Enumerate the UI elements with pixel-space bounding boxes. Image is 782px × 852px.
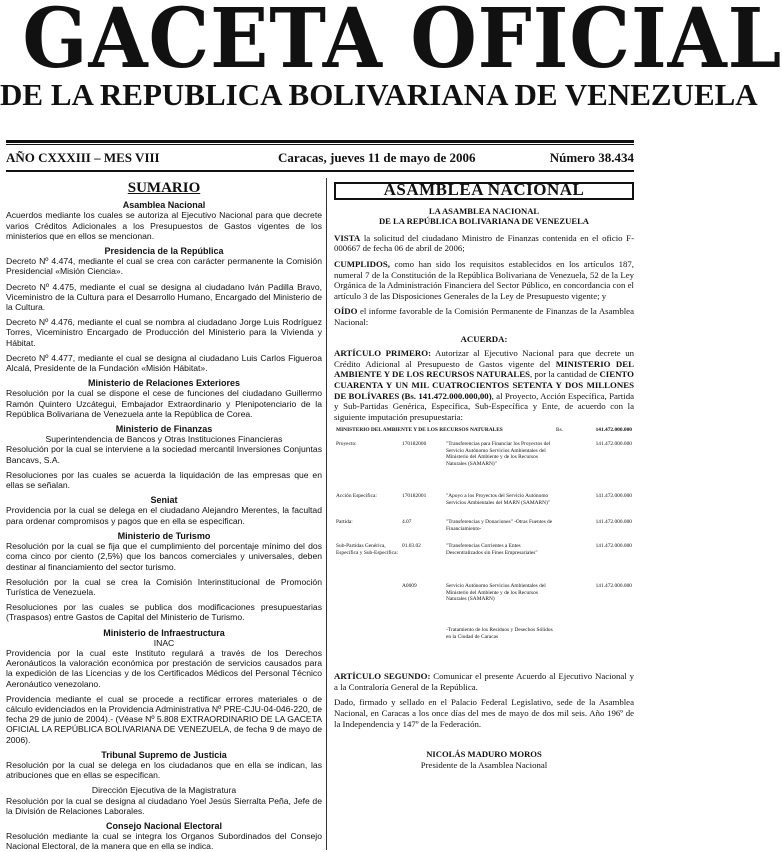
masthead-title: GACETA OFICIAL [22,0,782,87]
articulo-primero [334,348,634,422]
sumario-item[interactable]: Providencia por la cual se delega en el ciudadano Alejandro Merentes, la facultad para ordenar compromisos y pagos que en ella se especifican. [6,505,322,526]
art1-amount: CIENTO CUARENTA Y UN MIL CUATROCIENTOS SETENTA Y DOS MILLONES DE BOLÍVARES (Bs. 141.472.000.000,00) [334,369,634,401]
sumario-item[interactable]: Resolución por la cual se dispone el cese de funciones del ciudadano Guillermo Ramón Quintero Uzcátegui, Embajador Extraordinario y Plenipotenciario de la República Bolivariana de Venezuela ante la República de Corea. [6,388,322,419]
budget-table [334,427,634,665]
budget-currency: Bs. [556,427,564,434]
budget-row-amount: 141.472.000.000 [595,519,632,526]
art1-text-c: , por la cantidad de [530,369,600,380]
cumplidos-paragraph [334,259,634,301]
budget-row-amount: 141.472.000.000 [595,543,632,550]
sumario-item[interactable]: Decreto Nº 4.477, mediante el cual se designa al ciudadano Luis Carlos Figueroa Alcalá, Presidente de la Fundación «Misión Hábitat». [6,352,322,374]
budget-row-code: 4.07 [402,519,412,526]
budget-row-label: Sub-Partidas Genérica, Específica y Sub-Específica: [336,543,398,556]
sumario-section-heading: Dirección Ejecutiva de la Magistratura [91,785,237,796]
asamblea-header-2: DE LA REPÚBLICA BOLIVARIANA DE VENEZUELA [378,216,590,227]
sumario-item[interactable]: Resolución por la cual se crea la Comisión Interinstitucional de Promoción Turística de Venezuela. [6,576,322,597]
sumario-item[interactable]: Resolución por la cual se interviene a la sociedad mercantil Inversiones Conjuntas Bancavs, S.A. [6,444,322,465]
sumario-item[interactable]: Providencia por la cual este Instituto regulará a través de los Derechos Aeronáuticos la valoración económica por prestación de servicios causados para la expedición de las Licencias y de los Certificados Médicos del Personal Técnico Aeronáutico venezolano. [6,647,322,689]
budget-row-description: -Tratamiento de los Residuos y Desechos Sólidos en la Ciudad de Caracas [446,627,553,640]
sumario-section-heading: Ministerio de Turismo [117,530,211,541]
cumplidos-lead: CUMPLIDOS, [334,258,390,269]
articulo-segundo [334,671,634,692]
budget-row-description: "Transferencias y Donaciones" -Otras Fuentes de Financiamiento- [446,519,553,532]
sumario-item[interactable]: Decreto Nº 4.475, mediante el cual se designa al ciudadano Iván Padilla Bravo, Viceministro de la Cultura para el Desarrollo Humano, Encargado del Ministerio de la Cultura. [6,281,322,313]
budget-row-description: "Transferencias para Financiar los Proyectos del Servicio Autónomo Servicios Ambientales del Ministerio del Ambiente y de los Recursos Naturales (SAMARN)" [446,441,551,467]
budget-row-amount: 141.472.000.000 [595,493,632,500]
cumplidos-text: como han sido los requisitos establecidos en los artículos 187, numeral 7 de la Constitución de la República Bolivariana de Venezuela, 52 de la Ley Orgánica de la Administración Financiera del Sector Público, en concordancia con el artículo 3 de las Disposiciones Generales de la Ley de Presupuesto vigente; y [334,258,634,301]
signature-block [334,749,634,770]
sumario-item[interactable]: Resoluciones por las cuales se acuerda la liquidación de las empresas que en ellas se señalan. [6,469,322,491]
dateline-year: AÑO CXXXIII – MES VIII [6,150,160,165]
art2-text: Comunicar el presente Acuerdo al Ejecutivo Nacional y a la Contraloría General de la República. [334,671,634,692]
budget-total: 141.472.000.000 [595,427,632,434]
asamblea-box-title: ASAMBLEA NACIONAL [334,182,634,200]
visto-lead: VISTA [334,232,361,243]
budget-ministry: MINISTERIO DEL AMBIENTE Y DE LOS RECURSOS NATURALES [336,427,503,434]
sumario-item[interactable]: Decreto Nº 4.474, mediante el cual se crea con carácter permanente la Comisión Presidencial «Misión Ciencia». [6,256,322,277]
signer-name: NICOLÁS MADURO MOROS [426,749,542,760]
sumario-section-heading: Ministerio de Finanzas [115,424,213,435]
sumario-section-subheading: Superintendencia de Bancos y Otras Instituciones Financieras [45,434,283,445]
sumario-section-subheading: INAC [153,637,175,648]
budget-row-code: A0009 [402,583,417,590]
dateline-date: Caracas, jueves 11 de mayo de 2006 [278,150,476,165]
masthead [0,0,782,112]
art1-ministry: MINISTERIO DEL AMBIENTE Y DE LOS RECURSOS NATURALES [334,358,634,380]
sumario-item[interactable]: Resolución por la cual se delega en los ciudadanos que en ella se indican, las atribuciones que en ellas se especifican. [6,759,322,781]
sumario-item[interactable]: Decreto Nº 4.476, mediante el cual se nombra al ciudadano Jorge Luis Rodríguez Torres, Viceministro Encargado de Producción del Ministerio para la Vivienda y Hábitat. [6,317,322,348]
sumario-section-heading: Ministerio de Relaciones Exteriores [87,378,241,389]
masthead-rule-top [6,140,634,143]
sumario-item[interactable]: Resolución mediante la cual se integra los Organos Subordinados del Consejo Nacional Electoral, de la manera que en ella se indica. [6,831,322,852]
sumario-section-heading: Asamblea Nacional [122,200,206,211]
art2-lead: ARTÍCULO SEGUNDO: [334,671,431,682]
sumario-section-heading: Consejo Nacional Electoral [105,820,223,831]
visto-paragraph [334,233,634,254]
sumario-section-heading: Presidencia de la República [104,246,224,257]
sumario-title: SUMARIO [127,180,201,196]
budget-row-amount: 141.472.000.000 [595,441,632,448]
dateline-rule [6,170,634,172]
sumario-section-heading: Tribunal Supremo de Justicia [101,749,227,760]
budget-row-description: Servicio Autónomo Servicios Ambientales del Ministerio del Ambiente y de los Recursos Naturales (SAMARN) [446,583,546,603]
sumario-item[interactable]: Resoluciones por las cuales se publica dos modificaciones presupuestarias (Traspasos) entre Gastos de Capital del Ministerio de Turismo. [6,602,322,623]
art1-text-e: , al Proyecto, Acción Específica, Partida y Sub-Partidas Genérica, Específica, Sub-Específica y Ente, de acuerdo con la siguiente imputación presupuestaria: [334,390,634,422]
art1-lead: ARTÍCULO PRIMERO: [334,348,432,359]
acuerda-heading: ACUERDA: [460,333,508,344]
dateline-number: Número 38.434 [549,150,634,165]
sumario-body [6,200,322,851]
masthead-subtitle: DE LA REPUBLICA BOLIVARIANA DE VENEZUELA [0,77,758,112]
budget-row-label: Proyecto: [336,441,357,448]
sumario-item[interactable]: Resolución por la cual se fija que el cumplimiento del porcentaje mínimo del dos coma cinco por ciento (2,5%) que los bancos comerciales y universales, deben destinar al financiamiento del sector turismo. [6,541,322,572]
sumario-column [6,180,322,850]
closing-paragraph: Dado, firmado y sellado en el Palacio Federal Legislativo, sede de la Asamblea Nacional, en Caracas a los once días del mes de mayo de dos mil seis. Año 196º de la Independencia y 147º de la Federación. [334,697,634,729]
budget-row-code: 170182001 [402,493,427,500]
signer-title: Presidente de la Asamblea Nacional [420,759,548,770]
visto-text: la solicitud del ciudadano Ministro de Finanzas contenida en el oficio F-000667 de fecha 06 de abril de 2006; [334,232,634,254]
dateline [6,150,634,170]
sumario-section-heading: Ministerio de Infraestructura [103,627,225,638]
sumario-section-heading: Seniat [150,495,178,506]
art1-text-a: Autorizar al Ejecutivo Nacional para que decrete un Crédito Adicional al Presupuesto de Gastos vigente del [334,348,635,369]
oido-paragraph [334,306,634,327]
asamblea-column [334,182,634,850]
oido-text: el informe favorable de la Comisión Permanente de Finanzas de la Asamblea Nacional: [334,306,634,327]
sumario-item[interactable]: Acuerdos mediante los cuales se autoriza al Ejecutivo Nacional para que decrete varios Créditos Adicionales a los Presupuestos de Gastos vigentes de los ministerios que en ellos se mencionan. [6,210,322,241]
sumario-item[interactable]: Resolución por la cual se designa al ciudadano Yoel Jesús Sierralta Peña, Jefe de la División de Relaciones Laborales. [6,795,322,816]
budget-row-code: 170182000 [402,441,427,448]
budget-row-label: Partida: [336,519,353,526]
asamblea-header-1: LA ASAMBLEA NACIONAL [428,205,540,216]
oido-lead: OÍDO [334,306,358,317]
column-divider [326,178,327,850]
budget-row-label: Acción Específica: [336,493,377,500]
budget-row-amount: 141.472.000.000 [595,583,632,590]
budget-row-description: "Transferencias Corrientes a Entes Descentralizados sin Fines Empresariales" [446,543,538,556]
sumario-item[interactable]: Providencia mediante el cual se procede a rectificar errores materiales o de cálculo evidenciados en la Providencia Administrativa Nº PRE-CJU-04-046-220, de fecha 29 de junio de 2004).- (Véase Nº 5.808 EXTRAORDINARIO DE LA GACETA OFICIAL LA REPÚBLICA BOLIVARIANA DE VENEZUELA, de fecha 9 de mayo de 2006). [6,693,323,745]
budget-row-code: 01.03.02 [402,543,421,550]
masthead-rule-thin [6,144,634,145]
budget-row-description: "Apoyo a los Proyectos del Servicio Autónomo Servicios Ambientales del MARN (SAMARN)" [446,493,551,506]
